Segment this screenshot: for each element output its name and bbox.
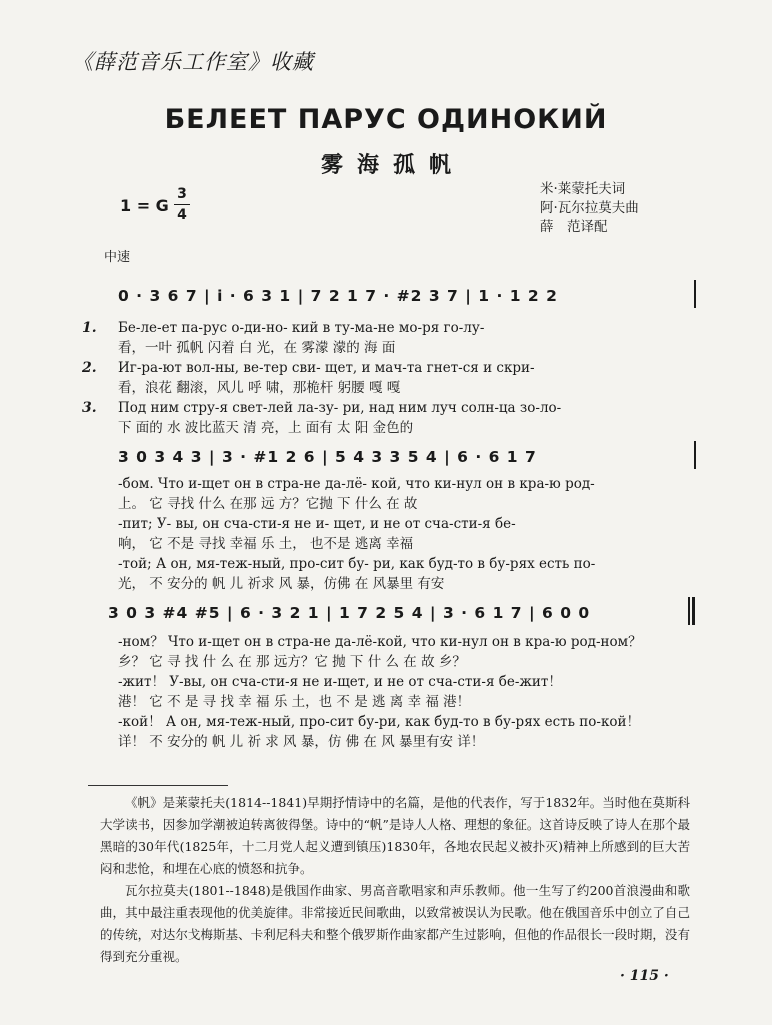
lyric-line: 港！ 它 不 是 寻 找 幸 福 乐 土，也 不 是 逃 离 幸 福 港！	[118, 694, 471, 710]
lyric-line: -пит; У- вы, он сча-сти-я не и- щет, и не от сча-сти-я бе-	[118, 516, 516, 532]
footnote	[100, 792, 690, 968]
lyric-line: 2. Иг-ра-ют вол-ны, ве-тер сви- щет, и мач-та гнет-ся и скри-	[82, 360, 535, 376]
time-signature	[174, 184, 190, 225]
notation-line: 3 0 3 #4 #5 | 6 · 3 2 1 | 1 7 2 5 4 | 3 · 6 1 7 | 6 0 0	[108, 604, 591, 622]
lyric-line: 乡？ 它 寻 找 什 么 在 那 远方？它 抛 下 什 么 在 故 乡？	[118, 654, 466, 670]
lyric-line: 看，一叶 孤帆 闪着 白 光，在 雾濛 濛的 海 面	[118, 340, 396, 356]
time-signature-top: 3	[177, 186, 187, 202]
footnote-divider	[88, 785, 228, 786]
lyric-line: 看，浪花 翻滚，风儿 呼 啸，那桅杆 躬腰 嘎 嘎	[118, 380, 401, 396]
credit-composer: 阿·瓦尔拉莫夫曲	[540, 200, 639, 216]
tempo-marking: 中速	[104, 250, 131, 265]
lyric-line: 下 面的 水 波比蓝天 清 亮，上 面有 太 阳 金色的	[118, 420, 414, 436]
lyric-line: -жит！ У-вы, он сча-сти-я не и-щет, и не от сча-сти-я бе-жит！	[118, 674, 562, 690]
time-signature-bottom: 4	[177, 207, 187, 223]
footnote-paragraph: 瓦尔拉莫夫(1801--1848)是俄国作曲家、男高音歌唱家和声乐教师。他一生写了约200首浪漫曲和歌曲，其中最注重表现他的优美旋律。非常接近民间歌曲，以致常被误认为民歌。他在俄国音乐中创立了自己的传统，对达尔戈梅斯基、卡利尼科夫和整个俄罗斯作曲家都产生过影响，但他的作品很长一段时期，没有得到充分重视。	[100, 883, 690, 964]
lyric-line: 光， 不 安分的 帆 儿 祈求 风 暴，仿佛 在 风暴里 有安	[118, 576, 445, 592]
lyrics-block	[82, 474, 595, 594]
key-signature: 1 = G	[120, 196, 169, 215]
lyric-line: 上。 它 寻找 什么 在那 远 方？它抛 下 什么 在 故	[118, 496, 418, 512]
collection-note: 《薛范音乐工作室》收藏	[72, 50, 314, 74]
lyric-line: -кой！ А он, мя-теж-ный, про-сит бу-ри, как буд-то в бу-рях есть по-кой！	[118, 714, 641, 730]
lyric-line: 详！ 不 安分的 帆 儿 祈 求 风 暴，仿 佛 在 风 暴里有安 详！	[118, 734, 485, 750]
song-title-russian: БЕЛЕЕТ ПАРУС ОДИНОКИЙ	[164, 104, 608, 135]
lyric-line: 响， 它 不是 寻找 幸福 乐 土， 也不是 逃离 幸福	[118, 536, 414, 552]
lyric-line: -бом. Что и-щет он в стра-не да-лё- кой, что ки-нул он в кра-ю род-	[118, 476, 595, 492]
system-end-barline	[694, 441, 696, 469]
credit-lyricist: 米·莱蒙托夫词	[540, 181, 626, 197]
song-title-chinese: 雾海孤帆	[320, 152, 465, 178]
final-barline-thick	[692, 597, 695, 625]
lyric-line: 1. Бе-ле-ет па-рус о-ди-но- кий в ту-ма-не мо-ря го-лу-	[82, 320, 485, 336]
system-end-barline	[694, 280, 696, 308]
lyrics-block	[82, 318, 561, 438]
lyric-line: -ном？ Что и-щет он в стра-не да-лё-кой, что ки-нул он в кра-ю род-ном？	[118, 634, 642, 650]
credit-translator: 薛 范译配	[540, 219, 608, 235]
lyric-line: 3. Под ним стру-я свет-лей ла-зу- ри, над ним луч солн-ца зо-ло-	[82, 400, 562, 416]
page-number: · 115 ·	[620, 968, 669, 984]
notation-line: 3 0 3 4 3 | 3 · #1 2 6 | 5 4 3 3 5 4 | 6 · 6 1 7	[118, 448, 537, 466]
lyrics-block	[82, 632, 642, 752]
final-barline-thin	[688, 597, 690, 625]
credits	[540, 180, 639, 237]
footnote-paragraph: 《帆》是莱蒙托夫(1814--1841)早期抒情诗中的名篇，是他的代表作，写于1832年。当时他在莫斯科大学读书，因参加学潮被迫转离彼得堡。诗中的“帆”是诗人人格、理想的象征。这首诗反映了诗人在那个最黑暗的30年代(1825年，十二月党人起义遭到镇压)1830年，各地农民起义被扑灭)精神上所感到的巨大苦闷和悲怆，和埋在心底的愤怒和抗争。	[100, 795, 690, 876]
lyric-line: -той; А он, мя-теж-ный, про-сит бу- ри, как буд-то в бу-рях есть по-	[118, 556, 596, 572]
notation-line: 0 · 3 6 7 | i · 6 3 1 | 7 2 1 7 · #2 3 7 | 1 · 1 2 2	[118, 287, 558, 305]
